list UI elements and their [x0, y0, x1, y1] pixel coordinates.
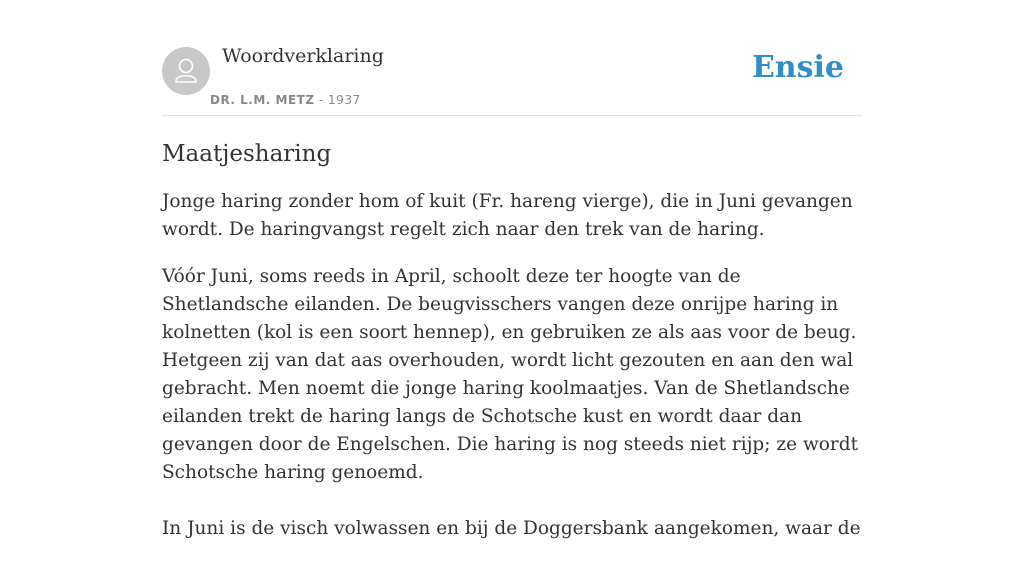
source-title[interactable]: Woordverklaring	[222, 45, 384, 67]
brand-logo[interactable]: Ensie	[751, 50, 844, 85]
author-name[interactable]: DR. L.M. METZ	[210, 93, 315, 107]
article-paragraph: Jonge haring zonder hom of kuit (Fr. hareng vierge), die in Juni gevangen wordt. De haringvangst regelt zich naar den trek van de haring.	[162, 191, 853, 240]
entry-title: Maatjesharing	[162, 141, 332, 167]
article-paragraph: In Juni is de visch volwassen en bij de Doggersbank aangekomen, waar de	[162, 518, 861, 539]
author-line	[210, 93, 361, 107]
source-header	[162, 0, 862, 116]
user-avatar-icon	[162, 47, 210, 95]
author-separator: -	[314, 93, 329, 107]
article-body	[162, 138, 862, 562]
article-paragraph: Vóór Juni, soms reeds in April, schoolt deze ter hoogte van de Shetlandsche eilanden. De beugvisschers vangen deze onrijpe haring in kolnetten (kol is een soort hennep), en gebruiken ze als aas voor de beug. Hetgeen zij van dat aas overhouden, wordt licht gezouten en aan den wal gebracht. Men noemt die jonge haring koolmaatjes. Van de Shetlandsche eilanden trekt de haring langs de Schotsche kust en wordt daar dan gevangen door de Engelschen. Die haring is nog steeds niet rijp; ze wordt Schotsche haring genoemd.	[162, 266, 859, 483]
publication-year: 1937	[328, 93, 361, 107]
